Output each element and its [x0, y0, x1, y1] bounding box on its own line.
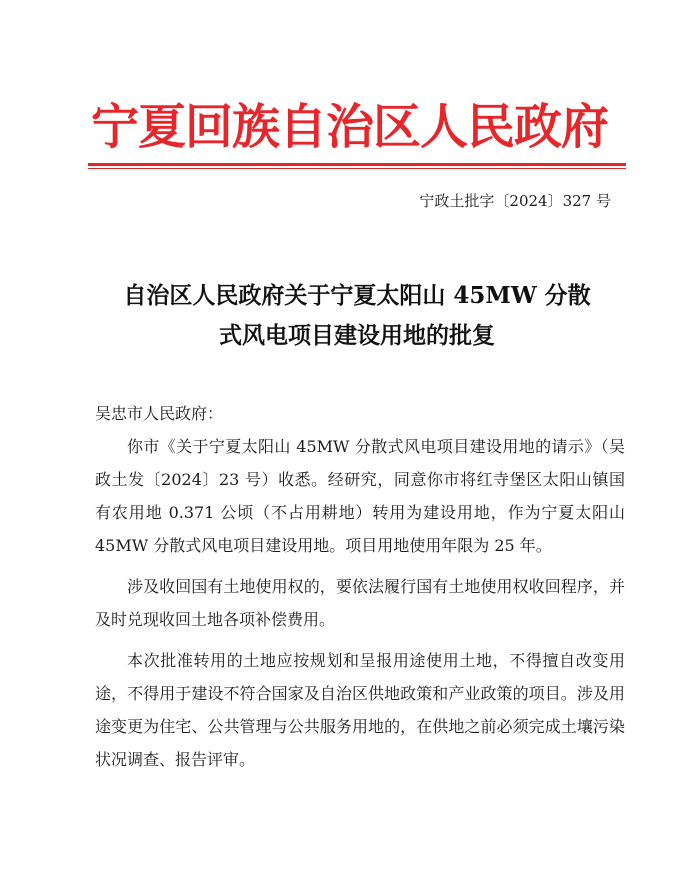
- document-number: 宁政土批字〔2024〕327 号: [419, 192, 611, 210]
- paragraph-3: 本次批准转用的土地应按规划和呈报用途使用土地，不得擅自改变用途，不得用于建设不符合国家及自治区供地政策和产业政策的项目。涉及用途变更为住宅、公共管理与公共服务用地的，在供地之前必须完成土壤污染状况调查、报告评审。: [95, 651, 625, 769]
- masthead-rule-thick: [88, 163, 626, 166]
- paragraph-1: 你市《关于宁夏太阳山 45MW 分散式风电项目建设用地的请示》（吴政土发〔2024〕23 号）收悉。经研究，同意你市将红寺堡区太阳山镇国有农用地 0.371 公顷（不占用耕地）转用为建设用地，作为宁夏太阳山 45MW 分散式风电项目建设用地。项目用地使用年限为 25 年。: [95, 437, 625, 555]
- masthead-title: 宁夏回族自治区人民政府: [90, 99, 608, 155]
- document-title: [88, 276, 626, 356]
- document-body: [95, 397, 625, 776]
- title-line-2: 式风电项目建设用地的批复: [219, 322, 495, 349]
- masthead-rule-thin: [88, 168, 626, 169]
- paragraph-2: 涉及收回国有土地使用权的，要依法履行国有土地使用权收回程序，并及时兑现收回土地各项补偿费用。: [95, 577, 625, 629]
- title-line-1: 自治区人民政府关于宁夏太阳山 45MW 分散: [123, 282, 591, 309]
- salutation: 吴忠市人民政府：: [95, 404, 224, 423]
